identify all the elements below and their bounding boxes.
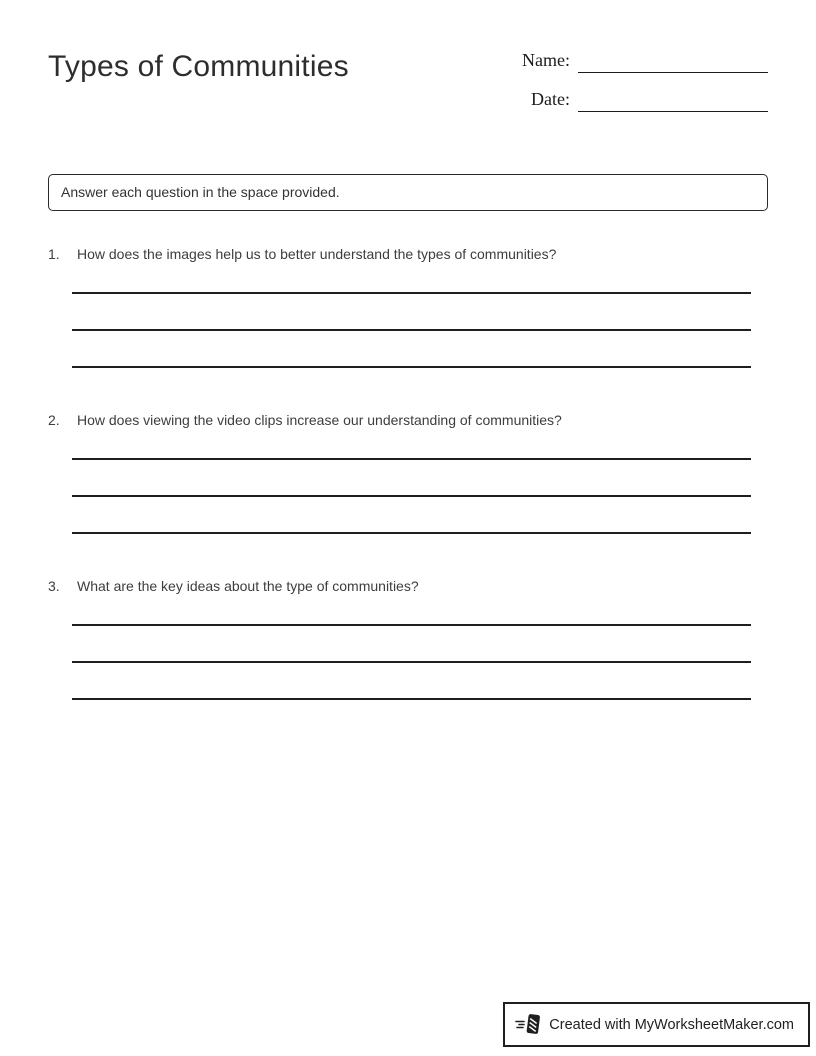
question-2-text: How does viewing the video clips increase our understanding of communities? [77, 412, 562, 428]
question-1-text: How does the images help us to better understand the types of communities? [77, 246, 557, 262]
question-2-number: 2. [48, 412, 60, 428]
question-1-row [48, 244, 768, 264]
question-1-answer-lines [72, 264, 751, 368]
question-3-number: 3. [48, 578, 60, 594]
answer-line [72, 497, 751, 534]
credit-badge-link[interactable] [503, 1002, 810, 1047]
answer-line [72, 626, 751, 663]
instructions-box [48, 174, 768, 211]
answer-line [72, 460, 751, 497]
name-row [518, 50, 768, 73]
flying-worksheet-icon [515, 1011, 542, 1038]
answer-line [72, 663, 751, 700]
question-3-text: What are the key ideas about the type of communities? [77, 578, 419, 594]
answer-line [72, 596, 751, 626]
credit-badge-label: Created with MyWorksheetMaker.com [549, 1016, 794, 1033]
date-blank-line [578, 92, 768, 112]
answer-line [72, 430, 751, 460]
question-3-answer-lines [72, 596, 751, 700]
instructions-text: Answer each question in the space provided. [61, 184, 340, 200]
name-blank-line [578, 53, 768, 73]
question-1-number: 1. [48, 246, 60, 262]
answer-line [72, 264, 751, 294]
name-date-block [518, 46, 768, 128]
name-label: Name: [522, 50, 570, 70]
question-3 [48, 576, 768, 700]
question-1 [48, 244, 768, 368]
answer-line [72, 294, 751, 331]
question-2 [48, 410, 768, 534]
question-2-row [48, 410, 768, 430]
question-3-row [48, 576, 768, 596]
worksheet-header [0, 0, 816, 128]
page-title: Types of Communities [48, 50, 349, 83]
date-row [518, 89, 768, 112]
date-label: Date: [531, 89, 570, 109]
questions-section [48, 244, 768, 700]
question-2-answer-lines [72, 430, 751, 534]
answer-line [72, 331, 751, 368]
